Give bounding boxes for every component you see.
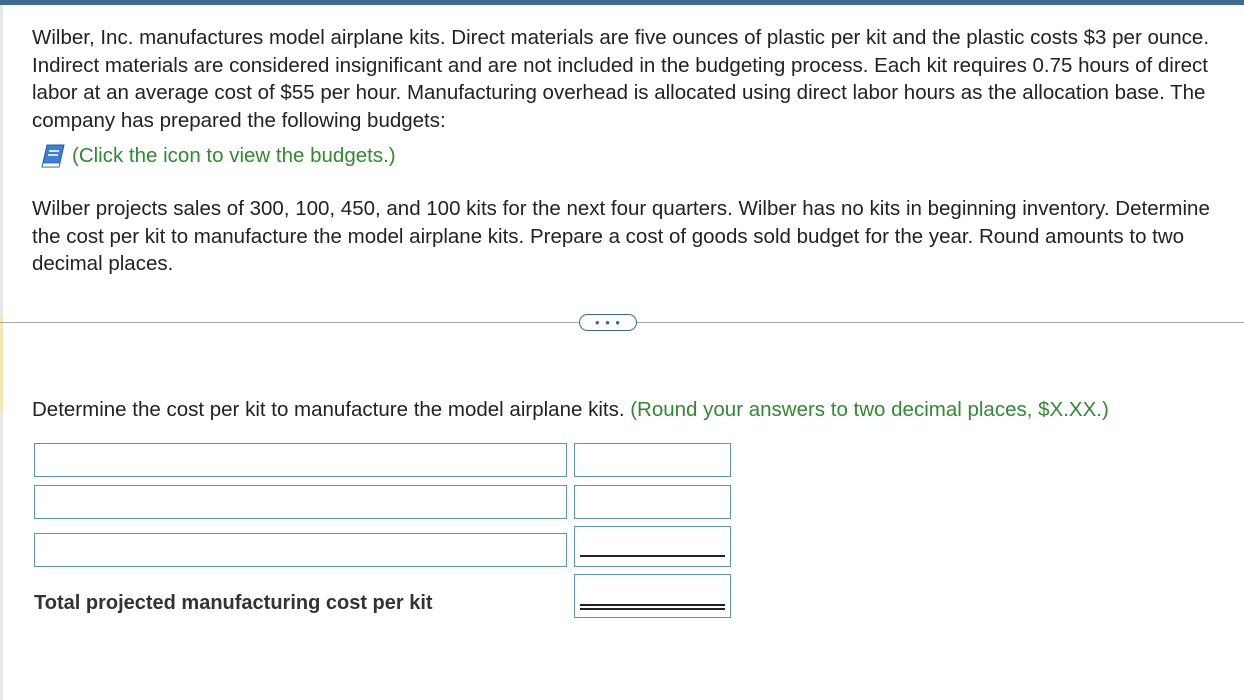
expand-more-button[interactable]: • • •	[579, 314, 637, 331]
view-budgets-link-text[interactable]: (Click the icon to view the budgets.)	[72, 144, 396, 167]
subtotal-underline	[580, 555, 725, 557]
top-accent-bar	[0, 0, 1244, 5]
cost-label-input-1[interactable]	[34, 443, 567, 477]
book-icon[interactable]	[38, 142, 68, 170]
question-paragraph-1: Wilber, Inc. manufactures model airplane kits. Direct materials are five ounces of plastic per kit and the plastic costs $3 per ounce. Indirect materials are considered insignificant and are not included in the budgeting process. Each kit requires 0.75 hours of direct labor at an average cost of $55 per hour. Manufacturing overhead is allocated using direct labor hours as the allocation base. The company has prepared the following budgets:	[32, 26, 1210, 132]
cost-label-input-3[interactable]	[34, 533, 567, 567]
task-instruction	[32, 396, 1242, 424]
instruction-text: Determine the cost per kit to manufacture the model airplane kits.	[32, 398, 625, 421]
instruction-hint: (Round your answers to two decimal places, $X.XX.)	[630, 398, 1109, 421]
total-double-underline-top	[580, 604, 725, 606]
left-rail-marker	[0, 316, 3, 412]
total-double-underline-bottom	[580, 608, 725, 610]
cost-amount-input-3[interactable]	[574, 526, 731, 567]
total-cost-input[interactable]	[574, 574, 731, 618]
view-budgets-link[interactable]	[38, 142, 396, 170]
total-cost-label: Total projected manufacturing cost per kit	[34, 592, 433, 614]
cost-amount-input-1[interactable]	[574, 443, 731, 477]
cost-label-input-2[interactable]	[34, 485, 567, 519]
question-text	[32, 24, 1242, 134]
cost-amount-input-2[interactable]	[574, 485, 731, 519]
question-paragraph-2: Wilber projects sales of 300, 100, 450, and 100 kits for the next four quarters. Wilber has no kits in beginning inventory. Determine the cost per kit to manufacture the model airplane kits. Prepare a cost of goods sold budget for the year. Round amounts to two decimal places.	[32, 197, 1210, 275]
